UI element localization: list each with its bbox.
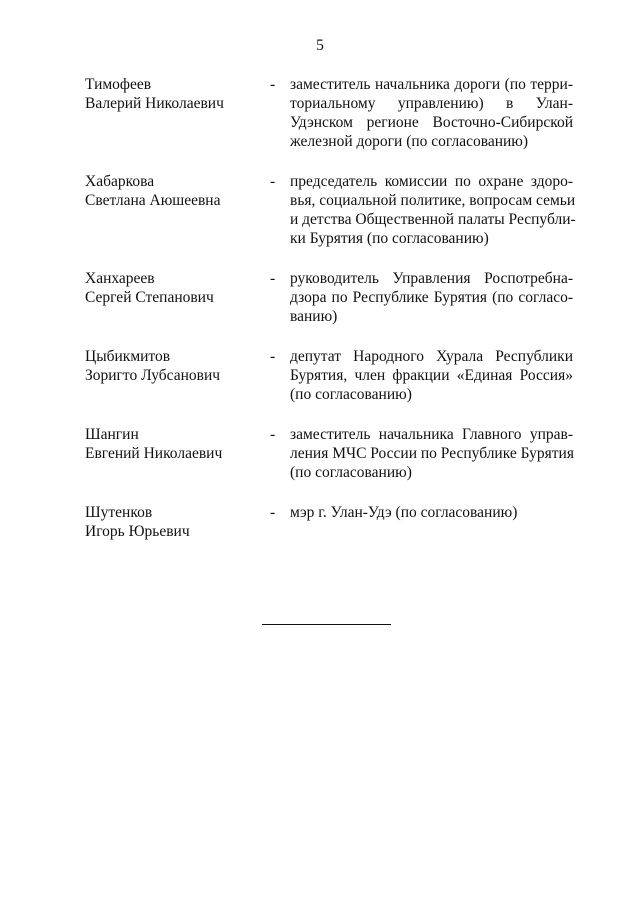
member-role — [290, 75, 573, 151]
member-name — [85, 269, 270, 307]
role-line: председатель комиссии по охране здоро- — [290, 173, 573, 190]
member-role — [290, 269, 573, 326]
list-item — [85, 172, 576, 248]
role-line: ториальному управлению) в Улан- — [290, 95, 573, 112]
member-name — [85, 503, 270, 541]
list-item — [85, 503, 573, 541]
member-role — [290, 347, 573, 404]
list-item — [85, 425, 573, 482]
page-number: 5 — [316, 37, 324, 54]
dash-separator: - — [270, 426, 276, 443]
member-name — [85, 425, 270, 463]
member-surname: Ханхареев — [85, 270, 155, 287]
role-line: вья, социальной политике, вопросам семьи — [290, 192, 576, 209]
member-role — [290, 425, 573, 482]
role-line: руководитель Управления Роспотребна- — [290, 270, 573, 287]
member-given-name: Игорь Юрьевич — [85, 523, 190, 540]
role-line: депутат Народного Хурала Республики — [290, 348, 573, 365]
role-line: и детства Общественной палаты Республи- — [290, 211, 576, 228]
role-line: ления МЧС России по Республике Бурятия — [290, 445, 574, 462]
member-name — [85, 75, 270, 113]
member-given-name: Евгений Николаевич — [85, 445, 223, 462]
dash-separator: - — [270, 348, 276, 365]
member-name — [85, 347, 270, 385]
member-given-name: Светлана Аюшеевна — [85, 192, 221, 209]
role-line: (по согласованию) — [290, 386, 412, 403]
role-line: ки Бурятия (по согласованию) — [290, 230, 489, 247]
role-line: Бурятия, член фракции «Единая Россия» — [290, 367, 573, 384]
role-line: ванию) — [290, 308, 338, 325]
member-given-name: Валерий Николаевич — [85, 95, 224, 112]
role-line: Удэнском регионе Восточно-Сибирской — [290, 114, 573, 131]
member-role — [290, 503, 573, 522]
member-surname: Шутенков — [85, 504, 153, 521]
role-line: дзора по Республике Бурятия (по согласо- — [290, 289, 573, 306]
member-surname: Шангин — [85, 426, 139, 443]
dash-separator: - — [270, 76, 276, 93]
member-surname: Хабаркова — [85, 173, 155, 190]
dash-separator: - — [270, 173, 276, 190]
end-divider — [262, 624, 391, 625]
member-given-name: Зоригто Лубсанович — [85, 367, 221, 384]
member-list — [85, 75, 576, 562]
member-role — [290, 172, 576, 248]
dash-separator: - — [270, 504, 276, 521]
role-line: заместитель начальника дороги (по терри- — [290, 76, 573, 93]
member-surname: Цыбикмитов — [85, 348, 171, 365]
member-name — [85, 172, 270, 210]
list-item — [85, 347, 573, 404]
list-item — [85, 75, 573, 151]
member-surname: Тимофеев — [85, 76, 152, 93]
role-line: заместитель начальника Главного управ- — [290, 426, 573, 443]
list-item — [85, 269, 573, 326]
dash-separator: - — [270, 270, 276, 287]
role-line: железной дороги (по согласованию) — [290, 133, 529, 150]
role-line: (по согласованию) — [290, 464, 412, 481]
member-given-name: Сергей Степанович — [85, 289, 214, 306]
role-line: мэр г. Улан-Удэ (по согласованию) — [290, 504, 518, 521]
